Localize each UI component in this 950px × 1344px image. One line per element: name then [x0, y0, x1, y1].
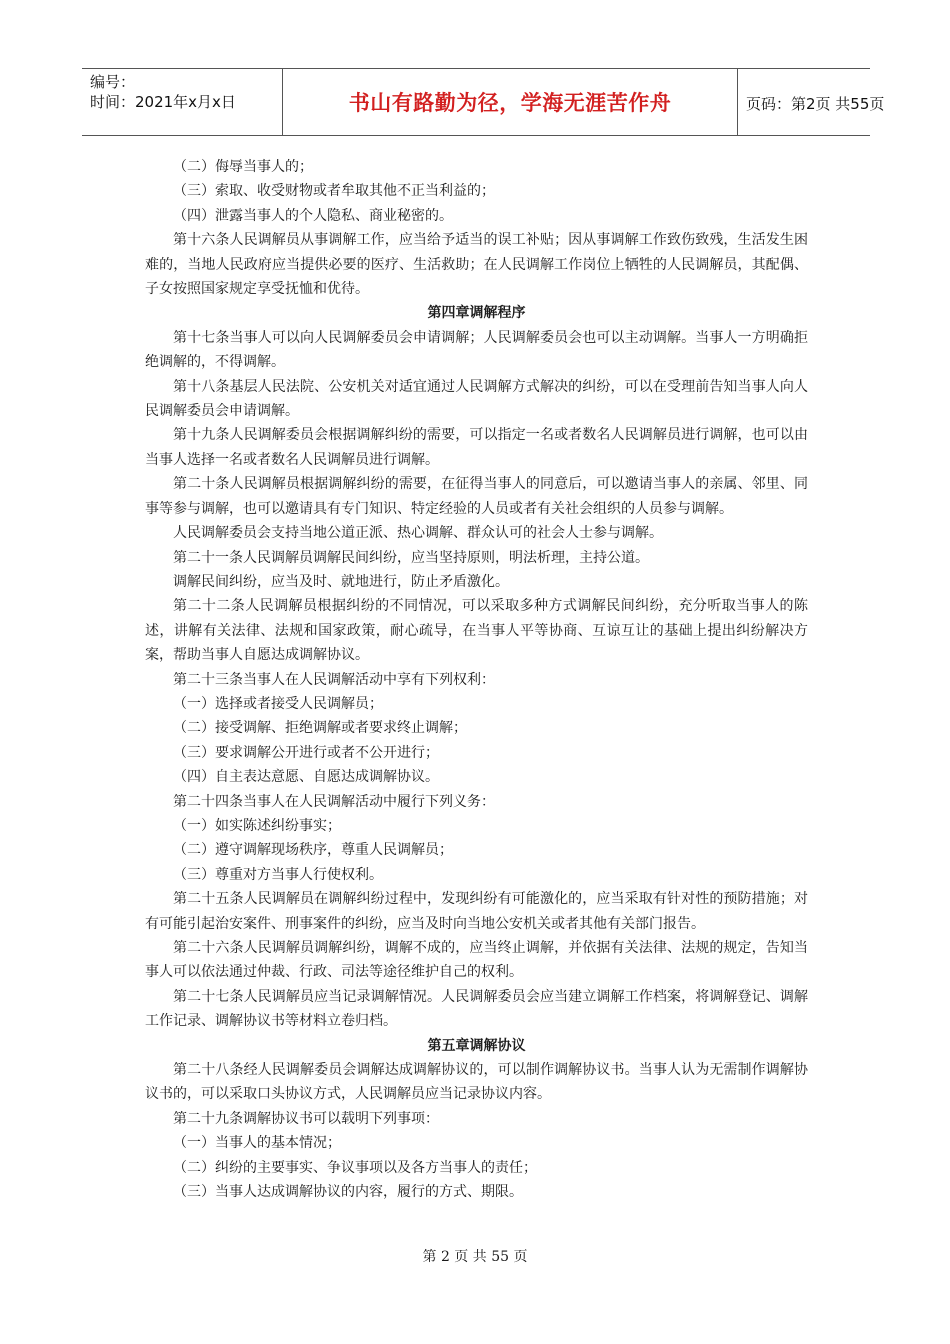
- body-paragraph: （二）接受调解、拒绝调解或者要求终止调解；: [173, 720, 467, 737]
- body-paragraph: （一）当事人的基本情况；: [173, 1135, 341, 1152]
- document-date: 时间：2021年x月x日: [90, 93, 236, 111]
- body-paragraph: （三）要求调解公开进行或者不公开进行；: [173, 744, 439, 761]
- body-paragraph: 第二十九条调解协议书可以载明下列事项：: [173, 1110, 439, 1127]
- body-paragraph: 第二十七条人民调解员应当记录调解情况。人民调解委员会应当建立调解工作档案，将调解登记、调解工作记录、调解协议书等材料立卷归档。: [145, 988, 808, 1030]
- body-paragraph: （一）选择或者接受人民调解员；: [173, 695, 383, 712]
- page-header: [82, 68, 885, 136]
- body-paragraph: 人民调解委员会支持当地公道正派、热心调解、群众认可的社会人士参与调解。: [173, 525, 663, 542]
- body-paragraph: （二）侮辱当事人的；: [173, 159, 313, 175]
- body-paragraph: 第十七条当事人可以向人民调解委员会申请调解；人民调解委员会也可以主动调解。当事人一方明确拒绝调解的，不得调解。: [145, 329, 808, 371]
- body-paragraph: 调解民间纠纷，应当及时、就地进行，防止矛盾激化。: [173, 573, 509, 590]
- body-paragraph: 第二十四条当事人在人民调解活动中履行下列义务：: [173, 793, 495, 810]
- body-paragraph: 第十六条人民调解员从事调解工作，应当给予适当的误工补贴；因从事调解工作致伤致残，生活发生困难的，当地人民政府应当提供必要的医疗、生活救助；在人民调解工作岗位上牺牲的人民调解员，其配偶、子女按照国家规定享受抚恤和优待。: [145, 232, 808, 298]
- body-paragraph: 第二十五条人民调解员在调解纠纷过程中，发现纠纷有可能激化的，应当采取有针对性的预防措施；对有可能引起治安案件、刑事案件的纠纷，应当及时向当地公安机关或者其他有关部门报告。: [145, 891, 808, 932]
- body-paragraph: 第二十一条人民调解员调解民间纠纷，应当坚持原则，明法析理，主持公道。: [173, 549, 649, 566]
- page-footer: 第 2 页 共 55 页: [422, 1249, 528, 1265]
- body-paragraph: （四）泄露当事人的个人隐私、商业秘密的。: [173, 207, 453, 224]
- document-number-label: 编号：: [90, 73, 136, 91]
- document-body: [145, 155, 808, 1204]
- body-paragraph: 第二十二条人民调解员根据纠纷的不同情况，可以采取多种方式调解民间纠纷，充分听取当事人的陈述，讲解有关法律、法规和国家政策，耐心疏导，在当事人平等协商、互谅互让的基础上提出纠纷解决方案，帮助当事人自愿达成调解协议。: [145, 598, 808, 664]
- body-paragraph: 第二十三条当事人在人民调解活动中享有下列权利：: [173, 671, 495, 688]
- body-paragraph: 第二十条人民调解员根据调解纠纷的需要，在征得当事人的同意后，可以邀请当事人的亲属、邻里、同事等参与调解，也可以邀请具有专门知识、特定经验的人员或者有关社会组织的人员参与调解。: [145, 476, 808, 517]
- body-paragraph: 第十九条人民调解委员会根据调解纠纷的需要，可以指定一名或者数名人民调解员进行调解，也可以由当事人选择一名或者数名人民调解员进行调解。: [145, 427, 808, 468]
- body-paragraph: （二）纠纷的主要事实、争议事项以及各方当事人的责任；: [173, 1159, 537, 1176]
- header-meta: [90, 72, 280, 112]
- header-page-info: 页码：第2页 共55页: [746, 94, 885, 113]
- body-paragraph: （一）如实陈述纠纷事实；: [173, 817, 341, 834]
- body-paragraph: 第二十六条人民调解员调解纠纷，调解不成的，应当终止调解，并依据有关法律、法规的规定，告知当事人可以依法通过仲裁、行政、司法等途径维护自己的权利。: [145, 940, 808, 981]
- chapter-heading: 第四章调解程序: [427, 305, 526, 322]
- body-paragraph: （三）当事人达成调解协议的内容，履行的方式、期限。: [173, 1184, 523, 1201]
- body-paragraph: （四）自主表达意愿、自愿达成调解协议。: [173, 769, 439, 786]
- body-paragraph: （二）遵守调解现场秩序，尊重人民调解员；: [173, 842, 453, 859]
- body-paragraph: 第十八条基层人民法院、公安机关对适宜通过人民调解方式解决的纠纷，可以在受理前告知当事人向人民调解委员会申请调解。: [145, 378, 808, 420]
- body-paragraph: （三）尊重对方当事人行使权利。: [173, 866, 383, 883]
- body-paragraph: 第二十八条经人民调解委员会调解达成调解协议的，可以制作调解协议书。当事人认为无需制作调解协议书的，可以采取口头协议方式，人民调解员应当记录协议内容。: [145, 1062, 808, 1103]
- chapter-heading: 第五章调解协议: [427, 1037, 526, 1054]
- header-motto: 书山有路勤为径，学海无涯苦作舟: [282, 68, 738, 136]
- body-paragraph: （三）索取、收受财物或者牟取其他不正当利益的；: [173, 183, 495, 200]
